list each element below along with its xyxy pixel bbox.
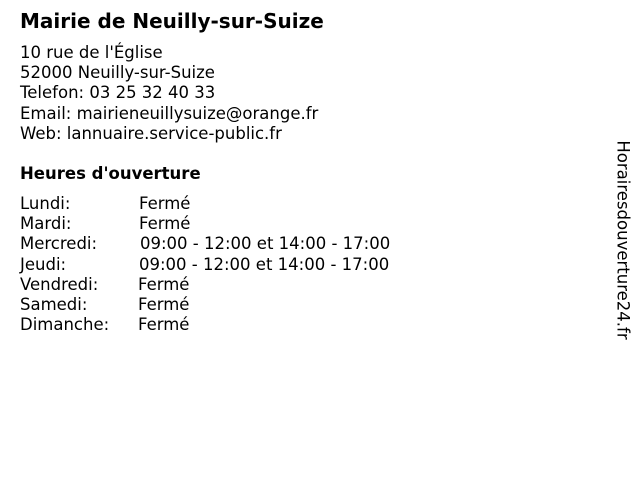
- email-address: Email: mairieneuillysuize@orange.fr: [20, 103, 319, 123]
- site-watermark: Horairesdouverture24.fr: [613, 140, 633, 340]
- hours-heading: Heures d'ouverture: [20, 164, 201, 183]
- hours-value: Fermé: [138, 315, 190, 335]
- day-label: Dimanche:: [20, 315, 110, 335]
- day-label: Mardi:: [20, 214, 72, 234]
- hours-value: 09:00 - 12:00 et 14:00 - 17:00: [139, 254, 390, 274]
- day-label: Samedi:: [20, 294, 88, 314]
- day-label: Mercredi:: [20, 234, 98, 254]
- phone-number: Telefon: 03 25 32 40 33: [20, 83, 216, 103]
- city-address: 52000 Neuilly-sur-Suize: [20, 63, 215, 83]
- website: Web: lannuaire.service-public.fr: [20, 123, 282, 143]
- day-label: Lundi:: [20, 194, 71, 213]
- day-label: Jeudi:: [20, 254, 67, 274]
- hours-value: 09:00 - 12:00 et 14:00 - 17:00: [140, 234, 391, 254]
- hours-value: Fermé: [139, 194, 191, 213]
- street-address: 10 rue de l'Église: [20, 43, 163, 62]
- hours-value: Fermé: [138, 294, 190, 314]
- hours-value: Fermé: [138, 274, 190, 294]
- hours-value: Fermé: [139, 214, 191, 234]
- address-block: [20, 43, 318, 144]
- page-title: Mairie de Neuilly-sur-Suize: [20, 9, 324, 33]
- day-label: Vendredi:: [20, 274, 99, 294]
